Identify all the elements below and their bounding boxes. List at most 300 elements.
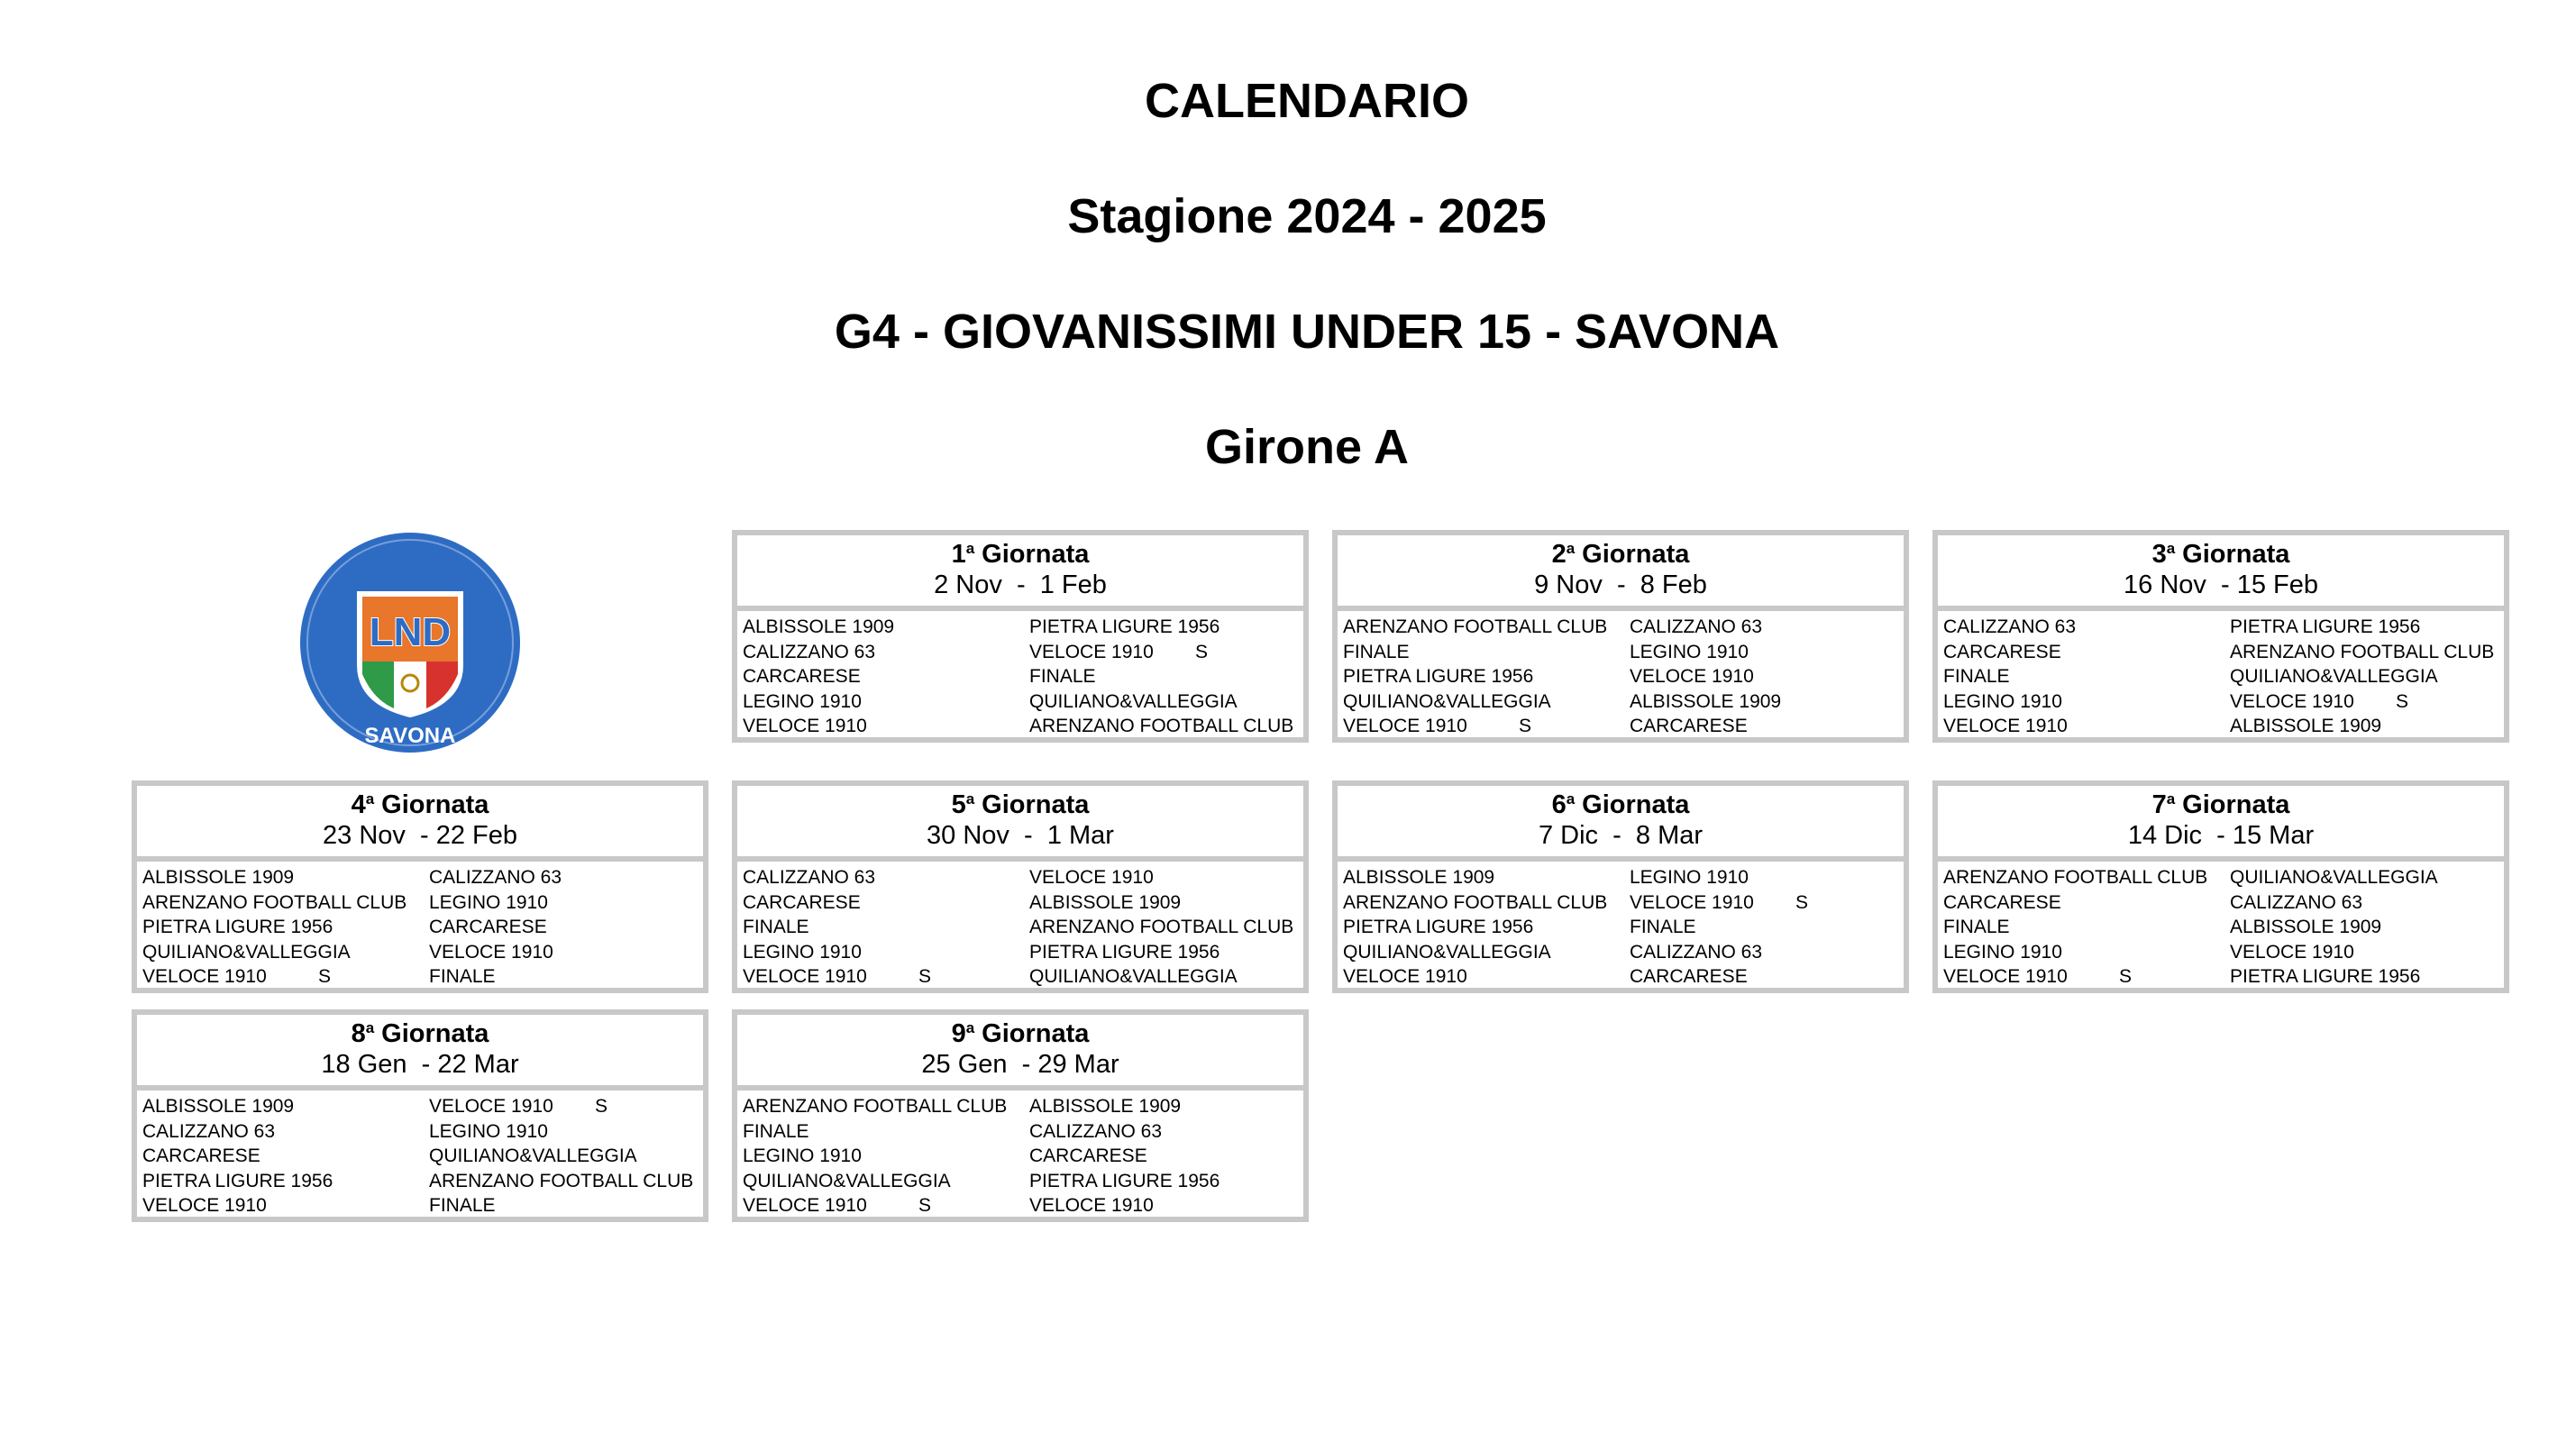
match-list bbox=[1338, 611, 1904, 739]
home-team-cell bbox=[743, 1094, 1029, 1119]
match-row bbox=[743, 1193, 1303, 1218]
home-team-cell bbox=[1943, 915, 2230, 940]
away-team-cell bbox=[429, 964, 703, 990]
away-team-cell bbox=[1630, 890, 1904, 916]
away-team-cell bbox=[429, 1193, 703, 1218]
match-row bbox=[743, 664, 1303, 689]
home-team-cell bbox=[142, 890, 429, 916]
home-team: CARCARESE bbox=[743, 891, 861, 913]
match-row bbox=[743, 915, 1303, 940]
away-team-cell bbox=[2230, 714, 2504, 739]
away-team: ALBISSOLE 1909 bbox=[1029, 1096, 1182, 1117]
lnd-savona-logo bbox=[297, 530, 523, 755]
group-heading: Girone A bbox=[1204, 420, 1410, 474]
home-team: VELOCE 1910 bbox=[1343, 716, 1467, 737]
round-number: 4 bbox=[351, 790, 366, 819]
away-team: QUILIANO&VALLEGGIA bbox=[1029, 690, 1238, 712]
match-row bbox=[1343, 915, 1904, 940]
round-ordinal: a bbox=[365, 790, 375, 808]
match-list bbox=[1338, 862, 1904, 990]
match-row bbox=[743, 865, 1303, 890]
away-team-cell bbox=[2230, 664, 2504, 689]
home-team-cell bbox=[1343, 915, 1630, 940]
away-team: QUILIANO&VALLEGGIA bbox=[2230, 867, 2438, 888]
away-team: VELOCE 1910 bbox=[2230, 941, 2354, 963]
away-team-cell bbox=[2230, 640, 2504, 665]
home-flag: S bbox=[318, 966, 332, 988]
round-title bbox=[137, 1015, 703, 1049]
round-label: Giornata bbox=[1582, 790, 1690, 819]
away-team: PIETRA LIGURE 1956 bbox=[1029, 1170, 1220, 1191]
away-team: ARENZANO FOOTBALL CLUB bbox=[1029, 917, 1294, 938]
home-team-cell bbox=[1943, 714, 2230, 739]
home-team-cell bbox=[743, 689, 1029, 715]
away-team-cell bbox=[1630, 915, 1904, 940]
home-team-cell bbox=[1943, 615, 2230, 640]
away-team: ARENZANO FOOTBALL CLUB bbox=[2230, 641, 2495, 662]
away-flag: S bbox=[2396, 690, 2409, 712]
round-card bbox=[1932, 530, 2509, 743]
away-team: CARCARESE bbox=[1630, 716, 1748, 737]
match-row bbox=[743, 615, 1303, 640]
away-team-cell bbox=[2230, 865, 2504, 890]
home-team-cell bbox=[743, 615, 1029, 640]
round-number: 8 bbox=[351, 1019, 366, 1048]
home-team: VELOCE 1910 bbox=[1943, 716, 2068, 737]
home-team: CARCARESE bbox=[743, 666, 861, 688]
away-team-cell bbox=[1029, 940, 1303, 965]
home-team-cell bbox=[1943, 890, 2230, 916]
away-team: PIETRA LIGURE 1956 bbox=[1029, 941, 1220, 963]
match-list bbox=[1938, 862, 2504, 990]
match-row bbox=[1943, 964, 2504, 990]
match-row bbox=[743, 689, 1303, 715]
home-team: LEGINO 1910 bbox=[743, 690, 862, 712]
home-team: VELOCE 1910 bbox=[743, 1195, 867, 1217]
round-ordinal: a bbox=[965, 540, 975, 557]
home-team-cell bbox=[743, 964, 1029, 990]
away-team-cell bbox=[429, 915, 703, 940]
match-list bbox=[737, 1091, 1303, 1218]
home-team: QUILIANO&VALLEGGIA bbox=[142, 941, 351, 963]
away-team: VELOCE 1910 bbox=[1630, 891, 1754, 913]
logo-text: LND bbox=[369, 610, 452, 654]
round-header bbox=[737, 535, 1303, 611]
match-list bbox=[737, 611, 1303, 739]
home-team-cell bbox=[1943, 664, 2230, 689]
match-row bbox=[743, 890, 1303, 916]
home-team-cell bbox=[1343, 640, 1630, 665]
home-team: ALBISSOLE 1909 bbox=[142, 867, 295, 888]
round-dates: 2 Nov - 1 Feb bbox=[934, 570, 1107, 599]
away-team-cell bbox=[429, 1169, 703, 1194]
round-title bbox=[1938, 535, 2504, 570]
home-team: VELOCE 1910 bbox=[1943, 966, 2068, 988]
match-row bbox=[1943, 890, 2504, 916]
home-team: VELOCE 1910 bbox=[142, 1195, 267, 1217]
round-header bbox=[1938, 786, 2504, 862]
home-team-cell bbox=[743, 1169, 1029, 1194]
home-team: LEGINO 1910 bbox=[1943, 690, 2062, 712]
home-team-cell bbox=[1943, 964, 2230, 990]
round-header bbox=[737, 786, 1303, 862]
away-team: CARCARESE bbox=[1630, 966, 1748, 988]
match-row bbox=[1943, 714, 2504, 739]
home-team: ARENZANO FOOTBALL CLUB bbox=[142, 891, 407, 913]
away-team: ALBISSOLE 1909 bbox=[1630, 690, 1782, 712]
home-team: ALBISSOLE 1909 bbox=[743, 616, 895, 637]
away-team-cell bbox=[2230, 890, 2504, 916]
round-label: Giornata bbox=[982, 790, 1090, 819]
home-flag: S bbox=[2119, 966, 2133, 988]
away-team-cell bbox=[1029, 865, 1303, 890]
home-team-cell bbox=[743, 915, 1029, 940]
away-team-cell bbox=[1029, 615, 1303, 640]
match-row bbox=[743, 1144, 1303, 1169]
home-team: CARCARESE bbox=[1943, 641, 2061, 662]
away-team-cell bbox=[1029, 1094, 1303, 1119]
home-team: ARENZANO FOOTBALL CLUB bbox=[1343, 891, 1608, 913]
page-title: CALENDARIO bbox=[1145, 74, 1469, 128]
round-number: 1 bbox=[951, 540, 966, 569]
home-team-cell bbox=[743, 940, 1029, 965]
away-team-cell bbox=[1029, 890, 1303, 916]
match-row bbox=[1343, 689, 1904, 715]
away-team: CALIZZANO 63 bbox=[1029, 1120, 1163, 1142]
home-team-cell bbox=[142, 1144, 429, 1169]
home-team-cell bbox=[1343, 714, 1630, 739]
away-team: CARCARESE bbox=[1029, 1145, 1147, 1167]
round-number: 5 bbox=[951, 790, 966, 819]
round-label: Giornata bbox=[381, 1019, 489, 1048]
round-ordinal: a bbox=[2166, 790, 2176, 808]
away-team-cell bbox=[429, 940, 703, 965]
home-team: ARENZANO FOOTBALL CLUB bbox=[1343, 616, 1608, 637]
round-label: Giornata bbox=[982, 540, 1090, 569]
home-team: QUILIANO&VALLEGGIA bbox=[1343, 690, 1551, 712]
away-team: ARENZANO FOOTBALL CLUB bbox=[429, 1170, 694, 1191]
round-title bbox=[737, 786, 1303, 820]
round-title bbox=[1338, 786, 1904, 820]
round-title bbox=[137, 786, 703, 820]
away-flag: S bbox=[1795, 891, 1809, 913]
home-team-cell bbox=[1943, 940, 2230, 965]
round-dates: 14 Dic - 15 Mar bbox=[2127, 821, 2315, 850]
match-list bbox=[737, 862, 1303, 990]
away-team-cell bbox=[1029, 964, 1303, 990]
home-team: FINALE bbox=[1343, 641, 1410, 662]
away-team-cell bbox=[1029, 689, 1303, 715]
home-flag: S bbox=[918, 1195, 932, 1217]
home-team: PIETRA LIGURE 1956 bbox=[1343, 666, 1534, 688]
away-team: ALBISSOLE 1909 bbox=[1029, 891, 1182, 913]
home-team: VELOCE 1910 bbox=[743, 716, 867, 737]
round-label: Giornata bbox=[381, 790, 489, 819]
away-team: VELOCE 1910 bbox=[1029, 641, 1154, 662]
match-row bbox=[1343, 615, 1904, 640]
away-team-cell bbox=[429, 1119, 703, 1145]
home-team: PIETRA LIGURE 1956 bbox=[142, 917, 333, 938]
home-team: CALIZZANO 63 bbox=[1943, 616, 2077, 637]
home-team: FINALE bbox=[743, 1120, 809, 1142]
away-team: VELOCE 1910 bbox=[1630, 666, 1754, 688]
home-team: PIETRA LIGURE 1956 bbox=[1343, 917, 1534, 938]
away-team: FINALE bbox=[429, 966, 496, 988]
home-flag: S bbox=[918, 966, 932, 988]
match-row bbox=[1943, 664, 2504, 689]
round-ordinal: a bbox=[1566, 540, 1576, 557]
round-dates: 25 Gen - 29 Mar bbox=[921, 1050, 1119, 1079]
away-team-cell bbox=[2230, 689, 2504, 715]
away-team-cell bbox=[429, 890, 703, 916]
home-team-cell bbox=[142, 1119, 429, 1145]
match-row bbox=[1343, 664, 1904, 689]
round-ordinal: a bbox=[365, 1019, 375, 1036]
away-team: LEGINO 1910 bbox=[1630, 641, 1749, 662]
away-team-cell bbox=[1630, 714, 1904, 739]
home-team-cell bbox=[142, 964, 429, 990]
home-team-cell bbox=[142, 1169, 429, 1194]
round-label: Giornata bbox=[982, 1019, 1090, 1048]
match-row bbox=[1943, 915, 2504, 940]
match-row bbox=[743, 940, 1303, 965]
match-row bbox=[1343, 940, 1904, 965]
home-team: VELOCE 1910 bbox=[142, 966, 267, 988]
round-dates: 23 Nov - 22 Feb bbox=[323, 821, 517, 850]
away-team: VELOCE 1910 bbox=[429, 941, 553, 963]
away-team-cell bbox=[1630, 615, 1904, 640]
match-row bbox=[1343, 865, 1904, 890]
home-team-cell bbox=[142, 865, 429, 890]
match-row bbox=[1943, 615, 2504, 640]
round-header bbox=[1938, 535, 2504, 611]
round-header bbox=[737, 1015, 1303, 1091]
match-list bbox=[137, 1091, 703, 1218]
round-label: Giornata bbox=[2182, 790, 2290, 819]
away-team-cell bbox=[1630, 865, 1904, 890]
match-row bbox=[142, 1169, 703, 1194]
logo-subtext: SAVONA bbox=[364, 724, 456, 748]
round-header bbox=[137, 1015, 703, 1091]
away-team: VELOCE 1910 bbox=[1029, 1195, 1154, 1217]
away-team-cell bbox=[1029, 664, 1303, 689]
home-team-cell bbox=[1943, 689, 2230, 715]
match-row bbox=[743, 964, 1303, 990]
away-team: QUILIANO&VALLEGGIA bbox=[429, 1145, 637, 1167]
home-team: ALBISSOLE 1909 bbox=[142, 1096, 295, 1117]
home-team: QUILIANO&VALLEGGIA bbox=[1343, 941, 1551, 963]
round-dates: 9 Nov - 8 Feb bbox=[1534, 570, 1707, 599]
home-team-cell bbox=[743, 890, 1029, 916]
round-number: 6 bbox=[1551, 790, 1567, 819]
round-header bbox=[137, 786, 703, 862]
round-card bbox=[732, 1009, 1309, 1222]
home-team-cell bbox=[743, 640, 1029, 665]
match-row bbox=[1343, 890, 1904, 916]
round-title bbox=[737, 1015, 1303, 1049]
away-flag: S bbox=[595, 1096, 608, 1117]
home-team-cell bbox=[743, 1193, 1029, 1218]
away-team-cell bbox=[2230, 915, 2504, 940]
home-team-cell bbox=[1343, 964, 1630, 990]
round-ordinal: a bbox=[965, 1019, 975, 1036]
round-card bbox=[132, 1009, 708, 1222]
home-team: ARENZANO FOOTBALL CLUB bbox=[1943, 867, 2208, 888]
away-team: QUILIANO&VALLEGGIA bbox=[1029, 966, 1238, 988]
home-team: CALIZZANO 63 bbox=[142, 1120, 276, 1142]
round-label: Giornata bbox=[1582, 540, 1690, 569]
home-team: LEGINO 1910 bbox=[743, 1145, 862, 1167]
round-title bbox=[1938, 786, 2504, 820]
round-card bbox=[132, 780, 708, 993]
away-team: ALBISSOLE 1909 bbox=[2230, 917, 2382, 938]
match-row bbox=[142, 890, 703, 916]
away-team: PIETRA LIGURE 1956 bbox=[1029, 616, 1220, 637]
round-number: 2 bbox=[1551, 540, 1567, 569]
away-team: FINALE bbox=[1029, 666, 1096, 688]
home-team-cell bbox=[743, 1119, 1029, 1145]
round-card bbox=[732, 530, 1309, 743]
away-team-cell bbox=[1029, 1169, 1303, 1194]
away-team-cell bbox=[1630, 964, 1904, 990]
away-team-cell bbox=[2230, 964, 2504, 990]
match-list bbox=[1938, 611, 2504, 739]
match-row bbox=[743, 640, 1303, 665]
round-dates: 7 Dic - 8 Mar bbox=[1538, 821, 1704, 850]
home-team-cell bbox=[1343, 940, 1630, 965]
match-row bbox=[142, 1144, 703, 1169]
round-number: 3 bbox=[2151, 540, 2167, 569]
championship-heading: G4 - GIOVANISSIMI UNDER 15 - SAVONA bbox=[834, 305, 1780, 359]
season-heading: Stagione 2024 - 2025 bbox=[1067, 189, 1547, 243]
away-team-cell bbox=[1029, 640, 1303, 665]
match-row bbox=[142, 1119, 703, 1145]
home-team-cell bbox=[142, 915, 429, 940]
home-team-cell bbox=[1343, 615, 1630, 640]
home-team-cell bbox=[743, 714, 1029, 739]
away-team: ARENZANO FOOTBALL CLUB bbox=[1029, 716, 1294, 737]
round-header bbox=[1338, 535, 1904, 611]
away-team-cell bbox=[1029, 915, 1303, 940]
match-row bbox=[142, 1193, 703, 1218]
round-dates: 16 Nov - 15 Feb bbox=[2124, 570, 2318, 599]
home-team: VELOCE 1910 bbox=[743, 966, 867, 988]
away-team: LEGINO 1910 bbox=[429, 891, 548, 913]
match-row bbox=[142, 865, 703, 890]
round-ordinal: a bbox=[2166, 540, 2176, 557]
away-team-cell bbox=[1630, 640, 1904, 665]
away-team: LEGINO 1910 bbox=[1630, 867, 1749, 888]
home-team-cell bbox=[743, 664, 1029, 689]
round-ordinal: a bbox=[965, 790, 975, 808]
home-flag: S bbox=[1519, 716, 1532, 737]
away-team: PIETRA LIGURE 1956 bbox=[2230, 966, 2421, 988]
match-row bbox=[743, 1094, 1303, 1119]
home-team: LEGINO 1910 bbox=[743, 941, 862, 963]
match-list bbox=[137, 862, 703, 990]
home-team: CALIZZANO 63 bbox=[743, 867, 876, 888]
round-dates: 30 Nov - 1 Mar bbox=[927, 821, 1114, 850]
away-team: CALIZZANO 63 bbox=[2230, 891, 2363, 913]
round-header bbox=[1338, 786, 1904, 862]
round-card bbox=[732, 780, 1309, 993]
round-title bbox=[737, 535, 1303, 570]
away-team-cell bbox=[429, 1094, 703, 1119]
home-team: VELOCE 1910 bbox=[1343, 966, 1467, 988]
home-team: FINALE bbox=[1943, 666, 2010, 688]
match-row bbox=[142, 964, 703, 990]
home-team-cell bbox=[142, 1193, 429, 1218]
away-team-cell bbox=[2230, 940, 2504, 965]
round-card bbox=[1332, 530, 1909, 743]
match-row bbox=[743, 714, 1303, 739]
home-team-cell bbox=[142, 940, 429, 965]
home-team-cell bbox=[1943, 865, 2230, 890]
home-team: CARCARESE bbox=[142, 1145, 260, 1167]
away-team: PIETRA LIGURE 1956 bbox=[2230, 616, 2421, 637]
home-team: ALBISSOLE 1909 bbox=[1343, 867, 1495, 888]
home-team: LEGINO 1910 bbox=[1943, 941, 2062, 963]
match-row bbox=[1343, 964, 1904, 990]
home-team-cell bbox=[743, 865, 1029, 890]
away-team: ALBISSOLE 1909 bbox=[2230, 716, 2382, 737]
home-team: CARCARESE bbox=[1943, 891, 2061, 913]
away-team: CALIZZANO 63 bbox=[429, 867, 562, 888]
away-team-cell bbox=[1630, 664, 1904, 689]
match-row bbox=[1943, 940, 2504, 965]
away-team: CARCARESE bbox=[429, 917, 547, 938]
round-ordinal: a bbox=[1566, 790, 1576, 808]
match-row bbox=[142, 915, 703, 940]
away-team-cell bbox=[1029, 1119, 1303, 1145]
home-team-cell bbox=[1343, 664, 1630, 689]
match-row bbox=[1943, 640, 2504, 665]
home-team: ARENZANO FOOTBALL CLUB bbox=[743, 1096, 1008, 1117]
match-row bbox=[1943, 865, 2504, 890]
match-row bbox=[743, 1119, 1303, 1145]
home-team: CALIZZANO 63 bbox=[743, 641, 876, 662]
away-team: FINALE bbox=[429, 1195, 496, 1217]
round-card bbox=[1932, 780, 2509, 993]
away-team-cell bbox=[429, 1144, 703, 1169]
home-team-cell bbox=[1343, 865, 1630, 890]
away-team: CALIZZANO 63 bbox=[1630, 941, 1763, 963]
away-team-cell bbox=[1029, 1193, 1303, 1218]
round-dates: 18 Gen - 22 Mar bbox=[321, 1050, 519, 1079]
away-team: FINALE bbox=[1630, 917, 1696, 938]
away-team: QUILIANO&VALLEGGIA bbox=[2230, 666, 2438, 688]
round-card bbox=[1332, 780, 1909, 993]
away-team: CALIZZANO 63 bbox=[1630, 616, 1763, 637]
away-team: LEGINO 1910 bbox=[429, 1120, 548, 1142]
away-team: VELOCE 1910 bbox=[1029, 867, 1154, 888]
away-team-cell bbox=[2230, 615, 2504, 640]
round-number: 7 bbox=[2151, 790, 2167, 819]
round-number: 9 bbox=[951, 1019, 966, 1048]
match-row bbox=[743, 1169, 1303, 1194]
match-row bbox=[1343, 640, 1904, 665]
home-team-cell bbox=[142, 1094, 429, 1119]
match-row bbox=[1943, 689, 2504, 715]
match-row bbox=[1343, 714, 1904, 739]
home-team: PIETRA LIGURE 1956 bbox=[142, 1170, 333, 1191]
home-team-cell bbox=[1943, 640, 2230, 665]
round-label: Giornata bbox=[2182, 540, 2290, 569]
away-team: VELOCE 1910 bbox=[429, 1096, 553, 1117]
away-team: VELOCE 1910 bbox=[2230, 690, 2354, 712]
round-title bbox=[1338, 535, 1904, 570]
home-team: FINALE bbox=[1943, 917, 2010, 938]
